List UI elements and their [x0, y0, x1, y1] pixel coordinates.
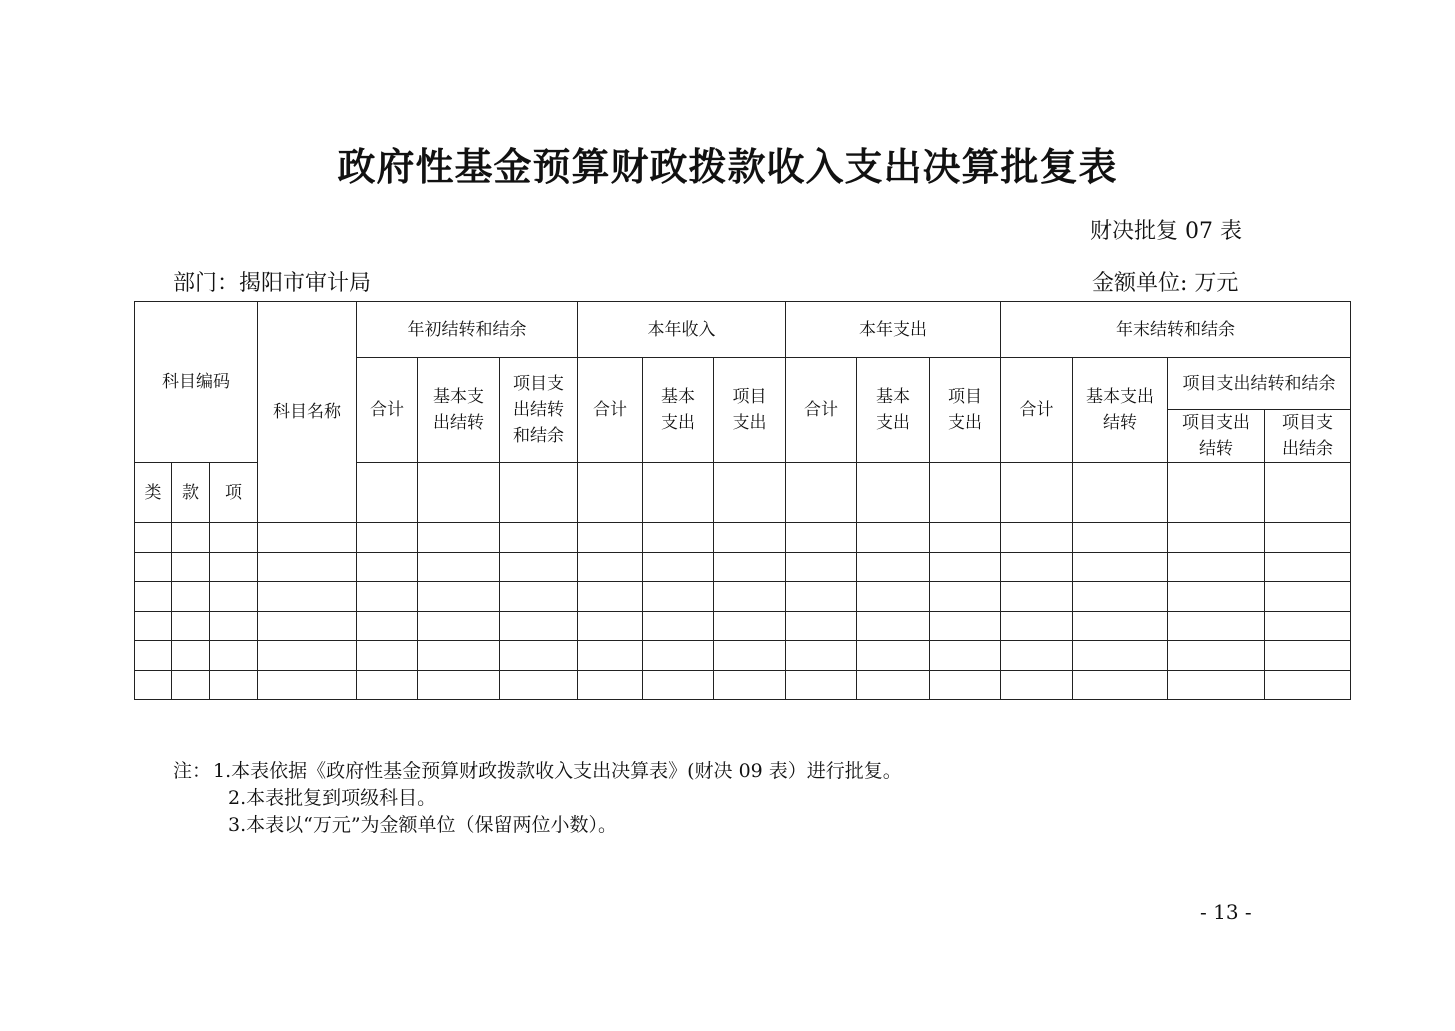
- table-cell: [786, 670, 857, 700]
- table-cell: [643, 670, 714, 700]
- table-cell: [1168, 641, 1265, 671]
- table-cell: [500, 552, 578, 582]
- table-cell: [357, 582, 418, 612]
- header-end-basic: 基本支出结转: [1073, 358, 1168, 463]
- table-cell: [857, 552, 930, 582]
- table-cell: [1168, 670, 1265, 700]
- table-cell: [714, 582, 786, 612]
- page-title: 政府性基金预算财政拨款收入支出决算批复表: [337, 144, 1118, 189]
- table-cell: [786, 523, 857, 553]
- table-cell: [786, 552, 857, 582]
- table-cell: [1168, 552, 1265, 582]
- table-cell: [1001, 552, 1073, 582]
- table-cell: [1001, 523, 1073, 553]
- table-cell: [210, 641, 258, 671]
- table-row: [135, 552, 1351, 582]
- header-income-total: 合计: [578, 358, 643, 463]
- table-cell: [786, 611, 857, 641]
- header-subject-code: 科目编码: [135, 302, 258, 463]
- table-row: [135, 611, 1351, 641]
- header-expense: 本年支出: [786, 302, 1001, 358]
- table-cell: [135, 670, 172, 700]
- header-begin-project: 项目支出结转和结余: [500, 358, 578, 463]
- budget-approval-table: [134, 301, 1351, 700]
- table-cell: [1265, 670, 1351, 700]
- table-cell: [258, 523, 357, 553]
- table-row: [135, 523, 1351, 553]
- table-cell: [135, 641, 172, 671]
- header-kuan: 款: [172, 463, 210, 523]
- table-cell: [578, 582, 643, 612]
- table-row: [135, 641, 1351, 671]
- table-cell: [1168, 523, 1265, 553]
- header-expense-project: 项目支出: [930, 358, 1001, 463]
- table-cell: [357, 611, 418, 641]
- table-cell: [172, 523, 210, 553]
- header-income-project: 项目支出: [714, 358, 786, 463]
- header-end-project-surplus: 项目支出结余: [1265, 410, 1351, 463]
- table-cell: [1001, 641, 1073, 671]
- header-income: 本年收入: [578, 302, 786, 358]
- table-cell: [857, 582, 930, 612]
- table-cell: [418, 552, 500, 582]
- header-begin-total: 合计: [357, 358, 418, 463]
- table-cell: [210, 523, 258, 553]
- table-cell: [500, 523, 578, 553]
- table-cell: [930, 552, 1001, 582]
- table-cell: [857, 611, 930, 641]
- table-cell: [578, 523, 643, 553]
- table-cell: [258, 641, 357, 671]
- table-cell: [1168, 611, 1265, 641]
- header-begin-basic: 基本支出结转: [418, 358, 500, 463]
- department-label: 部门：揭阳市审计局: [173, 271, 372, 296]
- table-cell: [135, 582, 172, 612]
- table-cell: [578, 552, 643, 582]
- table-cell: [1073, 611, 1168, 641]
- table-cell: [1265, 611, 1351, 641]
- header-end-project-carry: 项目支出结转: [1168, 410, 1265, 463]
- table-cell: [578, 670, 643, 700]
- table-cell: [930, 670, 1001, 700]
- table-body: [135, 523, 1351, 700]
- table-cell: [786, 641, 857, 671]
- header-expense-basic: 基本支出: [857, 358, 930, 463]
- table-cell: [1073, 641, 1168, 671]
- table-cell: [1073, 552, 1168, 582]
- table-cell: [930, 641, 1001, 671]
- table-cell: [930, 611, 1001, 641]
- table-cell: [258, 552, 357, 582]
- table-cell: [1001, 582, 1073, 612]
- table-cell: [1265, 582, 1351, 612]
- table-cell: [172, 552, 210, 582]
- table-cell: [258, 670, 357, 700]
- table-row: [135, 582, 1351, 612]
- table-cell: [418, 670, 500, 700]
- table-cell: [643, 552, 714, 582]
- table-cell: [258, 611, 357, 641]
- table-cell: [357, 552, 418, 582]
- table-cell: [357, 670, 418, 700]
- table-cell: [643, 523, 714, 553]
- table-cell: [418, 611, 500, 641]
- table-cell: [714, 552, 786, 582]
- table-cell: [714, 641, 786, 671]
- notes: [173, 758, 902, 839]
- table-cell: [1073, 582, 1168, 612]
- page-number: - 13 -: [1200, 900, 1252, 924]
- table-cell: [1073, 670, 1168, 700]
- header-subject-name: 科目名称: [258, 302, 357, 523]
- table-cell: [1168, 582, 1265, 612]
- form-number: 财决批复 07 表: [1090, 219, 1242, 244]
- table-cell: [786, 582, 857, 612]
- header-income-basic: 基本支出: [643, 358, 714, 463]
- table-cell: [258, 582, 357, 612]
- table-cell: [500, 611, 578, 641]
- table-cell: [172, 641, 210, 671]
- table-cell: [714, 611, 786, 641]
- table-cell: [210, 670, 258, 700]
- note-item-2: 2.本表批复到项级科目。: [228, 787, 437, 809]
- table-cell: [1001, 611, 1073, 641]
- note-item-3: 3.本表以“万元”为金额单位（保留两位小数）。: [228, 814, 618, 836]
- table-cell: [418, 523, 500, 553]
- table-cell: [643, 582, 714, 612]
- table-cell: [857, 641, 930, 671]
- table-cell: [210, 611, 258, 641]
- table-cell: [357, 641, 418, 671]
- table-cell: [1265, 552, 1351, 582]
- table-cell: [210, 552, 258, 582]
- table-cell: [135, 523, 172, 553]
- table-cell: [578, 641, 643, 671]
- table-cell: [643, 611, 714, 641]
- table-cell: [643, 641, 714, 671]
- header-end-balance: 年末结转和结余: [1001, 302, 1351, 358]
- table-cell: [714, 670, 786, 700]
- header-begin-balance: 年初结转和结余: [357, 302, 578, 358]
- notes-label: 注：: [173, 760, 212, 782]
- header-end-total: 合计: [1001, 358, 1073, 463]
- table-cell: [357, 523, 418, 553]
- table-row: [135, 670, 1351, 700]
- table-cell: [172, 670, 210, 700]
- table-cell: [418, 641, 500, 671]
- table-cell: [1265, 523, 1351, 553]
- table-cell: [1265, 641, 1351, 671]
- table-cell: [172, 611, 210, 641]
- table-cell: [578, 611, 643, 641]
- amount-unit-label: 金额单位: 万元: [1092, 271, 1239, 296]
- table-cell: [930, 582, 1001, 612]
- table-cell: [172, 582, 210, 612]
- table-cell: [418, 582, 500, 612]
- table-cell: [135, 552, 172, 582]
- table-cell: [857, 670, 930, 700]
- table-cell: [210, 582, 258, 612]
- table-cell: [500, 670, 578, 700]
- table-cell: [857, 523, 930, 553]
- table-cell: [1073, 523, 1168, 553]
- header-xiang: 项: [210, 463, 258, 523]
- table-cell: [714, 523, 786, 553]
- table-cell: [500, 641, 578, 671]
- table-cell: [135, 611, 172, 641]
- note-item-1: 1.本表依据《政府性基金预算财政拨款收入支出决算表》(财决 09 表）进行批复。: [213, 760, 902, 782]
- header-end-project-group: 项目支出结转和结余: [1168, 358, 1351, 410]
- header-lei: 类: [135, 463, 172, 523]
- header-expense-total: 合计: [786, 358, 857, 463]
- table-cell: [930, 523, 1001, 553]
- table-cell: [500, 582, 578, 612]
- table-cell: [1001, 670, 1073, 700]
